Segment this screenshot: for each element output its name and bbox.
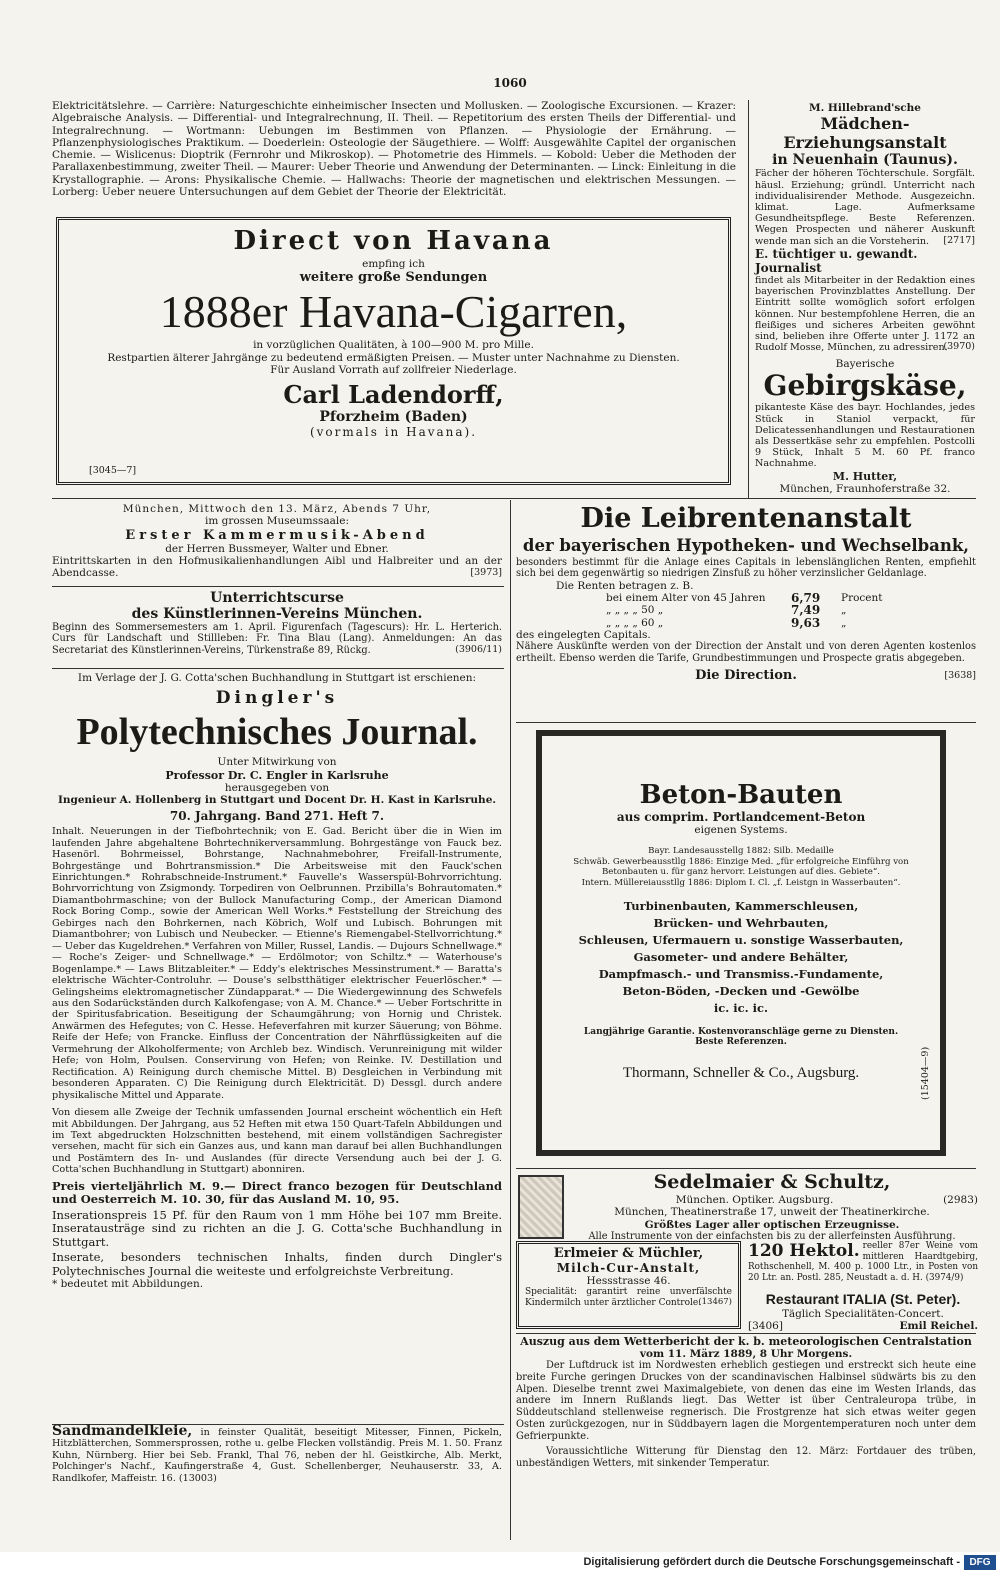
dingler-issue: 70. Jahrgang. Band 271. Heft 7. xyxy=(169,809,385,824)
journalist-ad xyxy=(755,247,975,352)
rate-value: 7,49 xyxy=(791,603,821,618)
sedelmaier-emblem-icon xyxy=(518,1175,564,1239)
havana-line2: weitere große Sendungen xyxy=(299,270,488,286)
dingler-ins2: Inserate, besonders technischen Inhalts, finden durch Dingler's Polytechnisches Journal die weiteste und erfolgreichste Verbreitung. xyxy=(52,1250,502,1278)
page-number: 1060 xyxy=(493,76,527,90)
erlmeier-title: Erlmeier & Müchler, xyxy=(553,1246,704,1261)
leibrente-title2: der bayerischen Hypotheken- und Wechselbank, xyxy=(522,536,970,555)
beton-work-item: Turbinenbauten, Kammerschleusen, xyxy=(623,898,859,913)
konzert-title: Erster Kammermusik-Abend xyxy=(125,527,429,543)
erlmeier-ref: (13467) xyxy=(698,1297,732,1308)
maedchen-title2: Mädchen-Erziehungsanstalt xyxy=(783,114,947,153)
dingler-intro: Im Verlage der J. G. Cotta'schen Buchhandlung in Stuttgart ist erschienen: xyxy=(77,672,477,684)
konzert-line3: der Herren Bussmeyer, Walter und Ebner. xyxy=(165,542,389,555)
konzert-ref: [3973] xyxy=(470,567,502,579)
wein-body: reeller 87er Weine vom mittleren Haardtgebirg, Rothschenhell, M. 400 p. 1000 Ltr., in Posten von 20 Ltr. an. Postl. 285, Neustadt a. d. H. xyxy=(748,1241,978,1283)
journalist-body: findet als Mitarbeiter in der Redaktion eines bayerischen Provinzblattes Anstellung. Der Eintritt sollte womöglich sofort erfolgen können. Nur bestempfohlene Herren, die an fleißiges und sicheres Arbeiten gewöhnt sind, belieben ihre Offerte unter J. 1172 an Rudolf Mosse, München, zu adressiren. xyxy=(755,275,975,354)
sedelmaier-line3: Größtes Lager aller optischen Erzeugnisse. xyxy=(644,1218,900,1231)
sandmandel-text xyxy=(52,1423,502,1484)
havana-line5: Für Ausland Vorrath auf zollfreier Niederlage. xyxy=(270,363,517,376)
beton-work-item: Beton-Böden, -Decken und -Gewölbe xyxy=(622,983,860,998)
havana-line3: in vorzüglichen Qualitäten, à 100—900 M. pro Mille. xyxy=(253,339,534,352)
kurse-title2: des Künstlerinnen-Vereins München. xyxy=(131,606,423,622)
wein-ad xyxy=(748,1241,978,1283)
rate-row xyxy=(606,604,976,616)
beton-work-item: Gasometer- und andere Behälter, xyxy=(633,949,849,964)
rule-under-top-ads xyxy=(52,498,976,499)
leibrente-rates-intro: Die Renten betragen z. B. xyxy=(556,579,694,592)
kaese-sub: Bayerische xyxy=(835,358,895,370)
beton-title: Beton-Bauten xyxy=(639,780,843,810)
column-rule-right xyxy=(748,100,749,498)
havana-title: Direct von Havana xyxy=(233,226,554,256)
beton-work-item: Brücken- und Wehrbauten, xyxy=(653,915,829,930)
maedchen-title3: in Neuenhain (Taunus). xyxy=(772,152,958,169)
wein-quantity: 120 Hektol. xyxy=(748,1241,860,1261)
leibrente-body: besonders bestimmt für die Anlage eines Capitals in lebenslänglichen Renten, empfiehlt sich bei dem gegenwärtig so niedrigen Zinsfuß zu höher verzinslicher Geldanlage. xyxy=(516,557,976,580)
kaese-title: Gebirgskäse, xyxy=(763,369,967,403)
leibrente-title: Die Leibrentenanstalt xyxy=(580,503,912,534)
sandmandel-title: Sandmandelkleie, xyxy=(52,1423,193,1439)
konzert-line2: im grossen Museumssaale: xyxy=(204,515,350,528)
rule-italia xyxy=(516,1333,976,1334)
rate-value: 9,63 xyxy=(791,615,821,630)
kaese-firm: M. Hutter, xyxy=(832,469,898,483)
italia-bottom xyxy=(748,1320,978,1332)
rate-value: 6,79 xyxy=(791,591,821,606)
beton-sub: aus comprim. Portlandcement-Beton xyxy=(616,810,866,824)
havana-cigar-ad xyxy=(56,217,731,485)
sandmandel-ad xyxy=(52,1423,502,1484)
sedelmaier-line1: München. Optiker. Augsburg. xyxy=(675,1194,834,1206)
maedchen-title1: M. Hillebrand'sche xyxy=(809,102,921,114)
wetter-forecast: Voraussichtliche Witterung für Dienstag den 12. März: Fortdauer des trüben, unbeständigen Wetters, mit sinkender Temperatur. xyxy=(516,1446,976,1469)
konzert-ad xyxy=(52,503,502,578)
wein-text xyxy=(748,1241,978,1283)
dfg-logo-icon: DFG xyxy=(964,1555,996,1570)
italia-owner: Emil Reichel. xyxy=(899,1320,978,1333)
kaese-ad xyxy=(755,358,975,495)
digitization-footer xyxy=(0,1552,1000,1574)
kurse-ad xyxy=(52,590,502,655)
leibrente-rate-table xyxy=(516,592,976,629)
sedelmaier-ref: (2983) xyxy=(943,1194,978,1206)
maedchen-ad xyxy=(755,102,975,246)
beton-sub2: eigenen Systems. xyxy=(694,824,788,836)
dingler-name: Dingler's xyxy=(215,688,339,709)
erlmeier-ad xyxy=(516,1241,741,1329)
beton-awards xyxy=(542,846,940,888)
kaese-address: München, Fraunhoferstraße 32. xyxy=(779,482,951,495)
dingler-title: Polytechnisches Journal. xyxy=(76,711,478,754)
dingler-l2: Professor Dr. C. Engler in Karlsruhe xyxy=(165,768,389,782)
leibrente-ref: [3638] xyxy=(944,670,976,682)
journalist-title: E. tüchtiger u. gewandt. Journalist xyxy=(755,247,918,275)
havana-city: Pforzheim (Baden) xyxy=(319,409,468,426)
rule-konzert xyxy=(52,586,504,587)
havana-line1: empfing ich xyxy=(362,258,425,270)
kurse-body: Beginn des Sommersemesters am 1. April. Figurenfach (Tagescurs): Hr. L. Herterich. Curs für Landschaft und Stillleben: Fr. Tina Blau (Lang). Anmeldungen: An das Secretariat des Künstlerinnen-Vereins, Türkenstraße 89, Rückg. xyxy=(52,622,502,656)
havana-headline: 1888er Havana-Cigarren, xyxy=(159,286,628,338)
beton-ad xyxy=(536,730,946,1156)
rate-unit: Procent xyxy=(841,592,883,605)
kaese-body: pikanteste Käse des bayr. Hochlandes, jedes Stück in Staniol verpackt, für Delicatessenhandlungen und Restaurationen als Dessertkäse sehr zu empfehlen. Postcolli 9 Stück, Inhalt 5 M. 60 Pf. franco Nachnahme. xyxy=(755,402,975,470)
dingler-body: Inhalt. Neuerungen in der Tiefbohrtechnik; von E. Gad. Bericht über die in Wien im laufenden Jahre abgehaltene Bohrtechnikerversammlung. Bohrgestänge von Fauck bez. Hasenörl. Bohrmeissel, Bohrstange, Nachnahmebohrer, Freifall-Instrumente, Bohrgestänge und Bohrtransmission.* Die Arbeitsweise mit den Fauck'schen Einrichtungen.* Rohrabschneide-Instrument.* Fauvelle's Wasserspül-Bohrvorrichtung. Bohrvorrichtung von Zsigmondy. Torpediren von Oelbrunnen. Przibilla's Bohrautomaten.* Diamantbohrmaschine; von der Bullock Manufacturing Comp., der American Diamond Rock Boring Comp., sowie der American Well Works.* Feststellung der Streichung des Gebirges nach den Bohrkernen, nach Köbrich, Wolf und Lubisch. Bohrungen mit Diamantbohrer; von Lubisch und Neubecker. — Etienne's Riemengabel-Stellvorrichtung.* — Ueber das Kugeldrehen.* Verfahren von Miller, Russel, Landis. — Dujours Schnellwage.* — Roche's Zeiger- und Schnellwage.* — Erdölmotor; von Schiltz.* — Waterhouse's Bogenlampe.* — Laws Blitzableiter.* — Eddy's elektrisches Messinstrument.* — Baratta's elektrische Wächter-Controluhr. — Douse's selbstthätiger elektrischer Feuerlöscher.* — Gelingsheims elektromagnetischer Zündapparat.* — Die Wiedergewinnung des Schwefels aus den Sodarückständen durch Kalkofengase; von A. M. Chance.* — Ueber Fortschritte in der Spiritusfabrication. Beseitigung der Schaumgährung; von Hornig und Christek. Anwärmen des Hefegutes; von C. Hesse. Hefeverfahren mit kurzer Säuerung; von Böhme. Reife der Hefe; von Francke. Einfluss der Concentration der Nährflüssigkeiten auf die Vermehrung der Alkoholfermente; von Archleb bez. Windisch. Verunreinigung mit wilder Hefe; von Holm, Poulsen. Conservirung von Hefen; von Reinke. IV. Destillation und Rectification. A) Reinigung durch chemische Mittel. B) Desgleichen in Verbindung mit besonderen Apparaten. C) Die Reinigung durch Elektricität. D) Dessgl. durch andere physikalische Mittel und Apparate. xyxy=(52,826,502,1101)
rate-unit: „ xyxy=(841,616,847,629)
rule-beton xyxy=(516,1168,976,1169)
havana-ref: [3045—7] xyxy=(89,465,137,476)
beton-guarantee: Langjährige Garantie. Kostenvoranschläge gerne zu Diensten. Beste Referenzen. xyxy=(583,1026,899,1047)
erlmeier-body: Specialität: garantirt reine unverfälschte Kindermilch unter ärztlicher Controle. xyxy=(525,1287,732,1308)
wetter-date: vom 11. März 1889, 8 Uhr Morgens. xyxy=(639,1348,853,1360)
kurse-ref: (3906/11) xyxy=(455,644,502,656)
rate-row xyxy=(606,617,976,629)
beton-award: Bayr. Landesausstellg 1882: Silb. Medaille xyxy=(648,846,834,857)
sedelmaier-line2: München, Theatinerstraße 17, unweit der Theatinerkirche. xyxy=(614,1206,930,1219)
beton-work-item: Dampfmasch.- und Transmiss.-Fundamente, xyxy=(598,966,884,981)
wetter-body: Der Luftdruck ist im Nordwesten erheblich gestiegen und erstreckt sich heute eine breite Furche geringen Druckes von der scandinavischen Halbinsel südwärts bis zu den Alpen. Dieselbe trennt zwei Maximalgebiete, von denen das eine im Westen Irlands, das andere im Innern Rußlands liegt. Das Wetter ist über Centraleuropa trübe, in Süddeutschland stellenweise regnerisch. Die Frostgrenze hat sich etwas weiter gegen Osten zurückgezogen, nur in Süddbayern lagen die Morgentemperaturen noch unter dem Gefrierpunkte. xyxy=(516,1360,976,1442)
leibrente-body2: Nähere Auskünfte werden von der Direction der Anstalt und von deren Agenten kostenlos ertheilt. Ebenso werden die Tarife, Grundbestimmungen und Prospecte gratis abgegeben. xyxy=(516,641,976,664)
beton-work-item: ic. ic. ic. xyxy=(713,1000,769,1015)
rate-age: „ „ „ „ 50 „ xyxy=(606,604,664,617)
konzert-line4: Eintrittskarten in den Hofmusikalienhandlungen Aibl und Halbreiter und an der Abendcasse. xyxy=(52,554,502,580)
maedchen-body: Fächer der höheren Töchterschule. Sorgfält. häusl. Erziehung; gründl. Unterricht nach individualisirender Methode. Ausgezeichn. klimat. Lage. Aufmerksame Gesundheitspflege. Beste Referenzen. Wegen Prospecten und näherer Auskunft wende man sich an die Vorsteherin. xyxy=(755,168,975,247)
lecture-list-text: Elektricitätslehre. — Carrière: Naturgeschichte einheimischer Insecten und Mollusken. — Zoologische Excursionen. — Krazer: Algebraische Analysis. — Differential- und Integralrechnung, II. Theil. — Repetitorium des ersten Theils der Differential- und Integralrechnung. — Wortmann: Uebungen im Bestimmen von Pflanzen. — Physiologie der Ernährung. — Pflanzenphysiologisches Praktikum. — Doederlein: Osteologie der Säugethiere. — Wolff: Ausgewählte Capitel der organischen Chemie. — Wislicenus: Dioptrik (Fernrohr und Mikroskop). — Photometrie des Himmels. — Kobold: Ueber die Methoden der Parallaxenbestimmung, zweiter Theil. — Maurer: Ueber Theorie und Anwendung der Determinanten. — Linck: Einleitung in die Krystallographie. — Arons: Physikalische Chemie. — Hallwachs: Theorie der magnetischen und elektrischen Messungen. — Lorberg: Ueber neuere Untersuchungen auf dem Gebiet der Theorie der Elektricität. xyxy=(52,100,736,199)
wetter-report xyxy=(516,1335,976,1470)
beton-work-item: Schleusen, Ufermauern u. sonstige Wasserbauten, xyxy=(578,932,904,947)
havana-firm: Carl Ladendorff, xyxy=(283,380,504,410)
rule-leibrente xyxy=(516,722,976,723)
rate-age: „ „ „ „ 60 „ xyxy=(606,616,664,629)
italia-title: Restaurant ITALIA (St. Peter). xyxy=(765,1291,961,1307)
havana-former: (vormals in Havana). xyxy=(309,425,478,440)
beton-ref: (15404—9) xyxy=(920,1046,931,1100)
erlmeier-sub: Milch-Cur-Anstalt, xyxy=(556,1261,701,1275)
beton-firm: Thormann, Schneller & Co., Augsburg. xyxy=(622,1064,860,1081)
italia-line: Täglich Specialitäten-Concert. xyxy=(782,1308,944,1320)
sedelmaier-title: Sedelmaier & Schultz, xyxy=(653,1171,891,1193)
beton-award: Schwäb. Gewerbeausstllg 1886: Einzige Med. „für erfolgreiche Einführg von Betonbauten u. für ganz hervorr. Leistungen auf dies. Gebiete“. xyxy=(573,856,909,878)
middle-column-rule xyxy=(510,500,511,1540)
rule-kurse xyxy=(52,668,504,669)
dingler-ad xyxy=(52,672,502,1291)
dingler-ins1: Inserationspreis 15 Pf. für den Raum von 1 mm Höhe bei 107 mm Breite. Inseratausträge sind zu richten an die J. G. Cotta'sche Buchhandlung in Stuttgart. xyxy=(52,1207,502,1249)
dingler-note: * bedeutet mit Abbildungen. xyxy=(52,1278,204,1291)
rate-unit: „ xyxy=(841,604,847,617)
footer-credit: Digitalisierung gefördert durch die Deutsche Forschungsgemeinschaft - xyxy=(583,1556,960,1568)
dingler-l1: Unter Mitwirkung von xyxy=(217,756,337,769)
leibrente-ad xyxy=(516,503,976,684)
sandmandel-body: in feinster Qualität, beseitigt Mitesser, Finnen, Pickeln, Hitzblätterchen, Sommersprossen, rothe u. gelbe Flecken vollständig. Preis M. 1. 50. Franz Kuhn, Nürnberg. Hier bei Seb. Frankl, Thal 76, neben der hl. Geistkirche, Alb. Merkt, Polchinger's Nachf., Kaufingerstraße 4, Gust. Schellenberger, Neuhauserstr. 33, A. Randlkofer, Maffeistr. 16. xyxy=(52,1427,502,1484)
italia-ref: [3406] xyxy=(748,1320,783,1333)
kurse-title1: Unterrichtscurse xyxy=(210,590,344,606)
leibrente-tail: des eingelegten Capitals. xyxy=(516,629,651,641)
erlmeier-addr: Hessstrasse 46. xyxy=(586,1275,671,1287)
journalist-ref: (3970) xyxy=(943,341,975,353)
wetter-title: Auszug aus dem Wetterbericht der k. b. meteorologischen Centralstation xyxy=(520,1335,972,1348)
konzert-line1: München, Mittwoch den 13. März, Abends 7 Uhr, xyxy=(122,503,432,515)
dingler-body2: Von diesem alle Zweige der Technik umfassenden Journal erscheint wöchentlich ein Heft mit Abbildungen. Der Jahrgang, aus 52 Heften mit etwa 150 Quart-Tafeln Abbildungen und im Text abgedruckten Holzschnitten bestehend, mit einem vollständigen Sachregister versehen, macht für sich ein Ganzes aus, und kann man darauf bei allen Buchhandlungen und Postämtern des In- und Auslandes (für directe Versendung auch bei der J. G. Cotta'schen Buchhandlung in Stuttgart) abonniren. xyxy=(52,1107,502,1176)
sandmandel-ref: (13003) xyxy=(178,1472,217,1484)
maedchen-ref: [2717] xyxy=(943,234,975,246)
beton-award: Intern. Müllereiausstllg 1886: Diplom I. Cl. „f. Leistgn in Wasserbauten“. xyxy=(581,877,901,888)
dingler-price: Preis vierteljährlich M. 9.— Direct franco bezogen für Deutschland und Oesterreich M. 10. 30, für das Ausland M. 10, 95. xyxy=(52,1178,502,1207)
beton-works xyxy=(542,898,940,1017)
leibrente-sign: Die Direction. xyxy=(695,668,797,684)
sedelmaier-line1-wrap xyxy=(566,1194,978,1206)
sedelmaier-ad xyxy=(566,1170,978,1243)
dingler-l3: herausgegeben von xyxy=(224,781,330,794)
havana-line4: Restpartien älterer Jahrgänge zu bedeutend ermäßigten Preisen. — Muster unter Nachnahme zu Diensten. xyxy=(107,351,680,364)
italia-ad xyxy=(748,1290,978,1333)
sedelmaier-line4: Alle Instrumente von der einfachsten bis zu der allerfeinsten Ausführung. xyxy=(588,1230,956,1242)
dingler-l4: Ingenieur A. Hollenberg in Stuttgart und Docent Dr. H. Kast in Karlsruhe. xyxy=(57,793,497,806)
rate-age: bei einem Alter von 45 Jahren xyxy=(606,592,766,605)
wein-ref: (3974/9) xyxy=(925,1272,964,1283)
